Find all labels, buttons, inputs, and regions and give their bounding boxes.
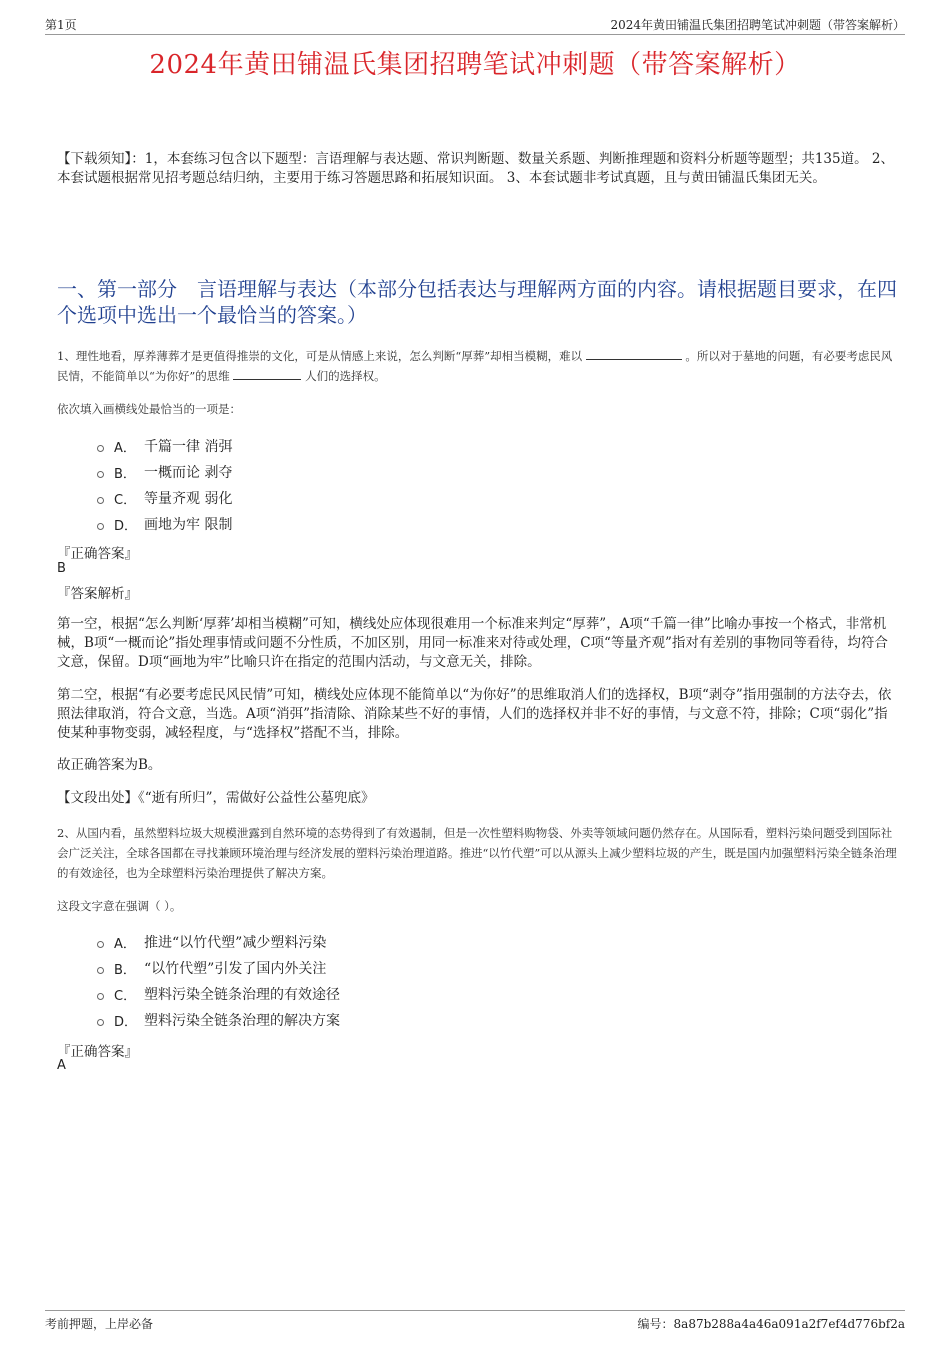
- question-1-options: [97, 433, 232, 537]
- radio-icon[interactable]: [97, 445, 104, 452]
- radio-icon[interactable]: [97, 497, 104, 504]
- option-c[interactable]: C． 塑料污染全链条治理的有效途径: [97, 981, 340, 1007]
- download-notice: 【下载须知】：1，本套练习包含以下题型：言语理解与表达题、常识判断题、数量关系题、判断推理题和资料分析题等题型；共135道。 2、本套试题根据常见招考题总结归纳，主要用于练习答题思路和拓展知识面。 3、本套试题非考试真题，且与黄田铺温氏集团无关。: [57, 151, 894, 186]
- section-title: 一、第一部分 言语理解与表达（本部分包括表达与理解两方面的内容。请根据题目要求，在四个选项中选出一个最恰当的答案。）: [57, 277, 897, 327]
- page-header: [45, 14, 905, 35]
- radio-icon[interactable]: [97, 523, 104, 530]
- option-d[interactable]: D． 画地为牢 限制: [97, 511, 232, 537]
- answer-label: 『正确答案』: [57, 546, 138, 562]
- analysis-conclusion: 故正确答案为B。: [57, 757, 162, 773]
- answer-label: 『正确答案』: [57, 1044, 138, 1060]
- question-2-text: 2、从国内看，虽然塑料垃圾大规模泄露到自然环境的态势得到了有效遏制，但是一次性塑料购物袋、外卖等领域问题仍然存在。从国际看，塑料污染问题受到国际社会广泛关注，全球各国都在寻找兼顾环境治理与经济发展的塑料污染治理道路。推进“以竹代塑”可以从源头上减少塑料垃圾的产生，既是国内加强塑料污染全链条治理的有效途径，也为全球塑料污染治理提供了解决方案。: [57, 826, 897, 880]
- radio-icon[interactable]: [97, 941, 104, 948]
- analysis-label: 『答案解析』: [57, 586, 138, 602]
- option-d[interactable]: D． 塑料污染全链条治理的解决方案: [97, 1007, 340, 1033]
- question-1-text: 1、理性地看，厚养薄葬才是更值得推崇的文化，可是从情感上来说，怎么判断“厚葬”却相当模糊，难以 。所以对于墓地的问题，有必要考虑民风民情，不能简单以“为你好”的思维 人们的选择权。: [57, 349, 893, 383]
- question-2-options: [97, 929, 340, 1033]
- blank-line: [586, 347, 682, 360]
- option-b[interactable]: B． 一概而论 剥夺: [97, 459, 232, 485]
- option-a[interactable]: A． 推进“以竹代塑”减少塑料污染: [97, 929, 340, 955]
- option-c[interactable]: C． 等量齐观 弱化: [97, 485, 232, 511]
- radio-icon[interactable]: [97, 993, 104, 1000]
- document-title: 2024年黄田铺温氏集团招聘笔试冲刺题（带答案解析）: [149, 50, 801, 80]
- analysis-paragraph-1: 第一空，根据“怎么判断‘厚葬’却相当模糊”可知，横线处应体现很难用一个标准来判定“厚葬”，A项“千篇一律”比喻办事按一个格式，非常机械，B项“一概而论”指处理事情或问题不分性质，不加区别，用同一标准来对待或处理，C项“等量齐观”指对有差别的事物同等看待，均符合文意，保留。D项“画地为牢”比喻只许在指定的范围内活动，与文意无关，排除。: [57, 616, 888, 670]
- page-number: 第1页: [45, 18, 77, 32]
- answer-value: B: [57, 561, 66, 576]
- header-doc-title: 2024年黄田铺温氏集团招聘笔试冲刺题（带答案解析）: [610, 18, 905, 32]
- option-b[interactable]: B． “以竹代塑”引发了国内外关注: [97, 955, 340, 981]
- analysis-paragraph-2: 第二空，根据“有必要考虑民风民情”可知，横线处应体现不能简单以“为你好”的思维取消人们的选择权，B项“剥夺”指用强制的方法夺去，依照法律取消，符合文意，当选。A项“消弭”指清除、消除某些不好的事情，人们的选择权并非不好的事情，与文意不符，排除；C项“弱化”指使某种事物变弱，减轻程度，与“选择权”搭配不当，排除。: [57, 687, 892, 741]
- question-1-prompt: 依次填入画横线处最恰当的一项是：: [57, 402, 241, 416]
- source-citation: 【文段出处】《“逝有所归”，需做好公益性公墓兜底》: [57, 790, 375, 806]
- footer-slogan: 考前押题，上岸必备: [45, 1317, 154, 1331]
- page-footer: [45, 1310, 905, 1331]
- answer-value: A: [57, 1058, 66, 1073]
- radio-icon[interactable]: [97, 471, 104, 478]
- blank-line: [233, 367, 301, 380]
- radio-icon[interactable]: [97, 1019, 104, 1026]
- option-a[interactable]: A． 千篇一律 消弭: [97, 433, 232, 459]
- footer-serial: 编号：8a87b288a4a46a091a2f7ef4d776bf2a: [637, 1317, 905, 1331]
- radio-icon[interactable]: [97, 967, 104, 974]
- question-2-prompt: 这段文字意在强调（ ）。: [57, 899, 182, 913]
